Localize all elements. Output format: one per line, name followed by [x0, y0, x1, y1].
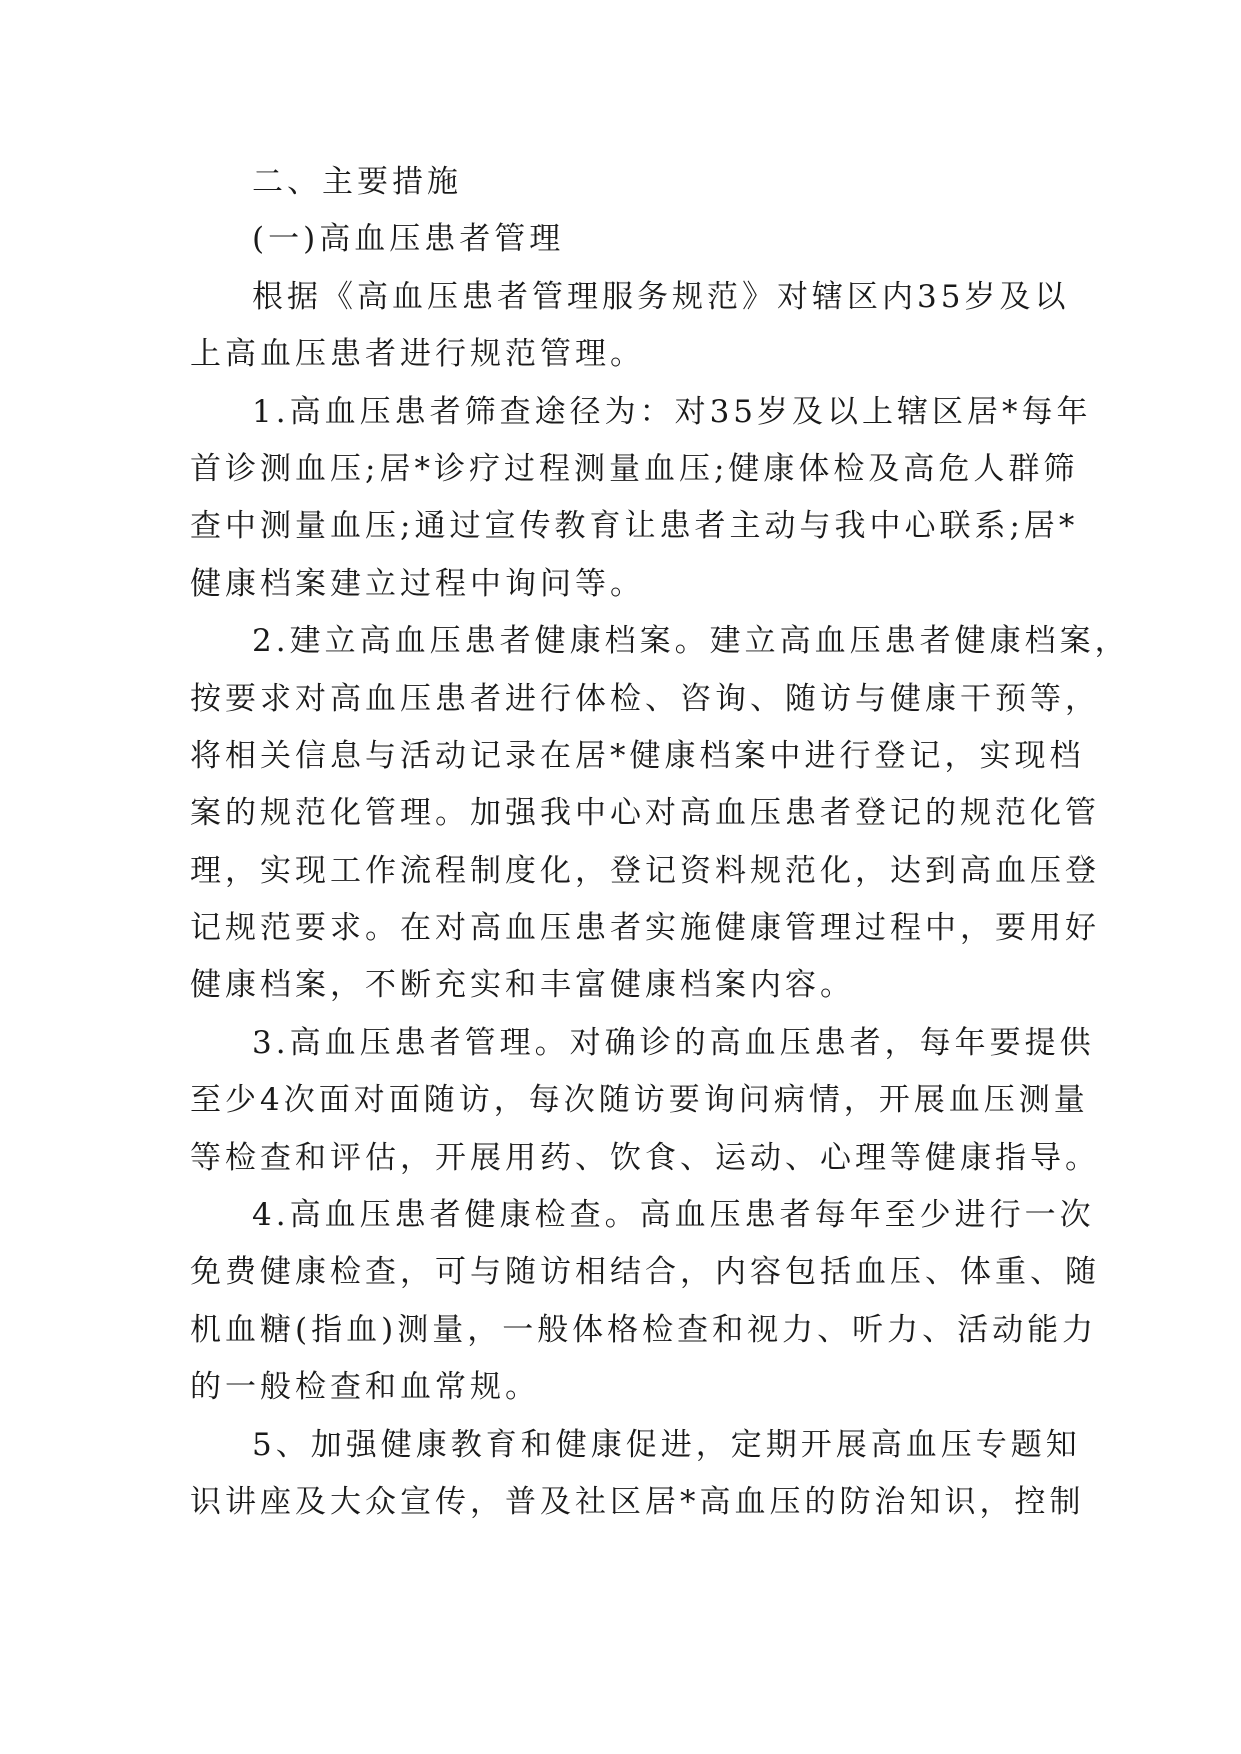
item3-line: 等检查和评估，开展用药、饮食、运动、心理等健康指导。	[190, 1139, 1100, 1176]
item4-line: 免费健康检查，可与随访相结合，内容包括血压、体重、随	[190, 1254, 1100, 1291]
item2-line: 案的规范化管理。加强我中心对高血压患者登记的规范化管	[190, 795, 1100, 832]
section-heading: 二、主要措施	[252, 164, 462, 200]
item1-line: 1.高血压患者筛查途径为：对35岁及以上辖区居*每年	[252, 393, 1092, 430]
item2-line: 按要求对高血压患者进行体检、咨询、随访与健康干预等，	[190, 680, 1100, 717]
item1-line: 首诊测血压;居*诊疗过程测量血压;健康体检及高危人群筛	[190, 450, 1079, 487]
item2-line: 将相关信息与活动记录在居*健康档案中进行登记，实现档	[190, 737, 1085, 774]
item3-line: 3.高血压患者管理。对确诊的高血压患者，每年要提供	[252, 1024, 1095, 1061]
item4-line: 机血糖(指血)测量，一般体格检查和视力、听力、活动能力	[190, 1311, 1098, 1348]
document-body	[190, 154, 1130, 1531]
item3-line: 至少4次面对面随访，每次随访要询问病情，开展血压测量	[190, 1082, 1089, 1119]
item2-line: 健康档案，不断充实和丰富健康档案内容。	[190, 967, 855, 1004]
item4-line: 的一般检查和血常规。	[190, 1369, 540, 1406]
item5-line: 5、加强健康教育和健康促进，定期开展高血压专题知	[252, 1426, 1081, 1463]
intro-line: 上高血压患者进行规范管理。	[190, 336, 645, 373]
item2-line: 理，实现工作流程制度化，登记资料规范化，达到高血压登	[190, 852, 1100, 889]
item4-line: 4.高血压患者健康检查。高血压患者每年至少进行一次	[252, 1197, 1095, 1234]
subsection-heading: (一)高血压患者管理	[252, 221, 565, 258]
item2-line: 2.建立高血压患者健康档案。建立高血压患者健康档案，	[252, 623, 1130, 660]
intro-line: 根据《高血压患者管理服务规范》对辖区内35岁及以	[252, 278, 1070, 315]
item1-line: 查中测量血压;通过宣传教育让患者主动与我中心联系;居*	[190, 508, 1079, 545]
item1-line: 健康档案建立过程中询问等。	[190, 565, 645, 602]
item2-line: 记规范要求。在对高血压患者实施健康管理过程中，要用好	[190, 910, 1100, 947]
item5-line: 识讲座及大众宣传，普及社区居*高血压的防治知识，控制	[190, 1483, 1085, 1520]
